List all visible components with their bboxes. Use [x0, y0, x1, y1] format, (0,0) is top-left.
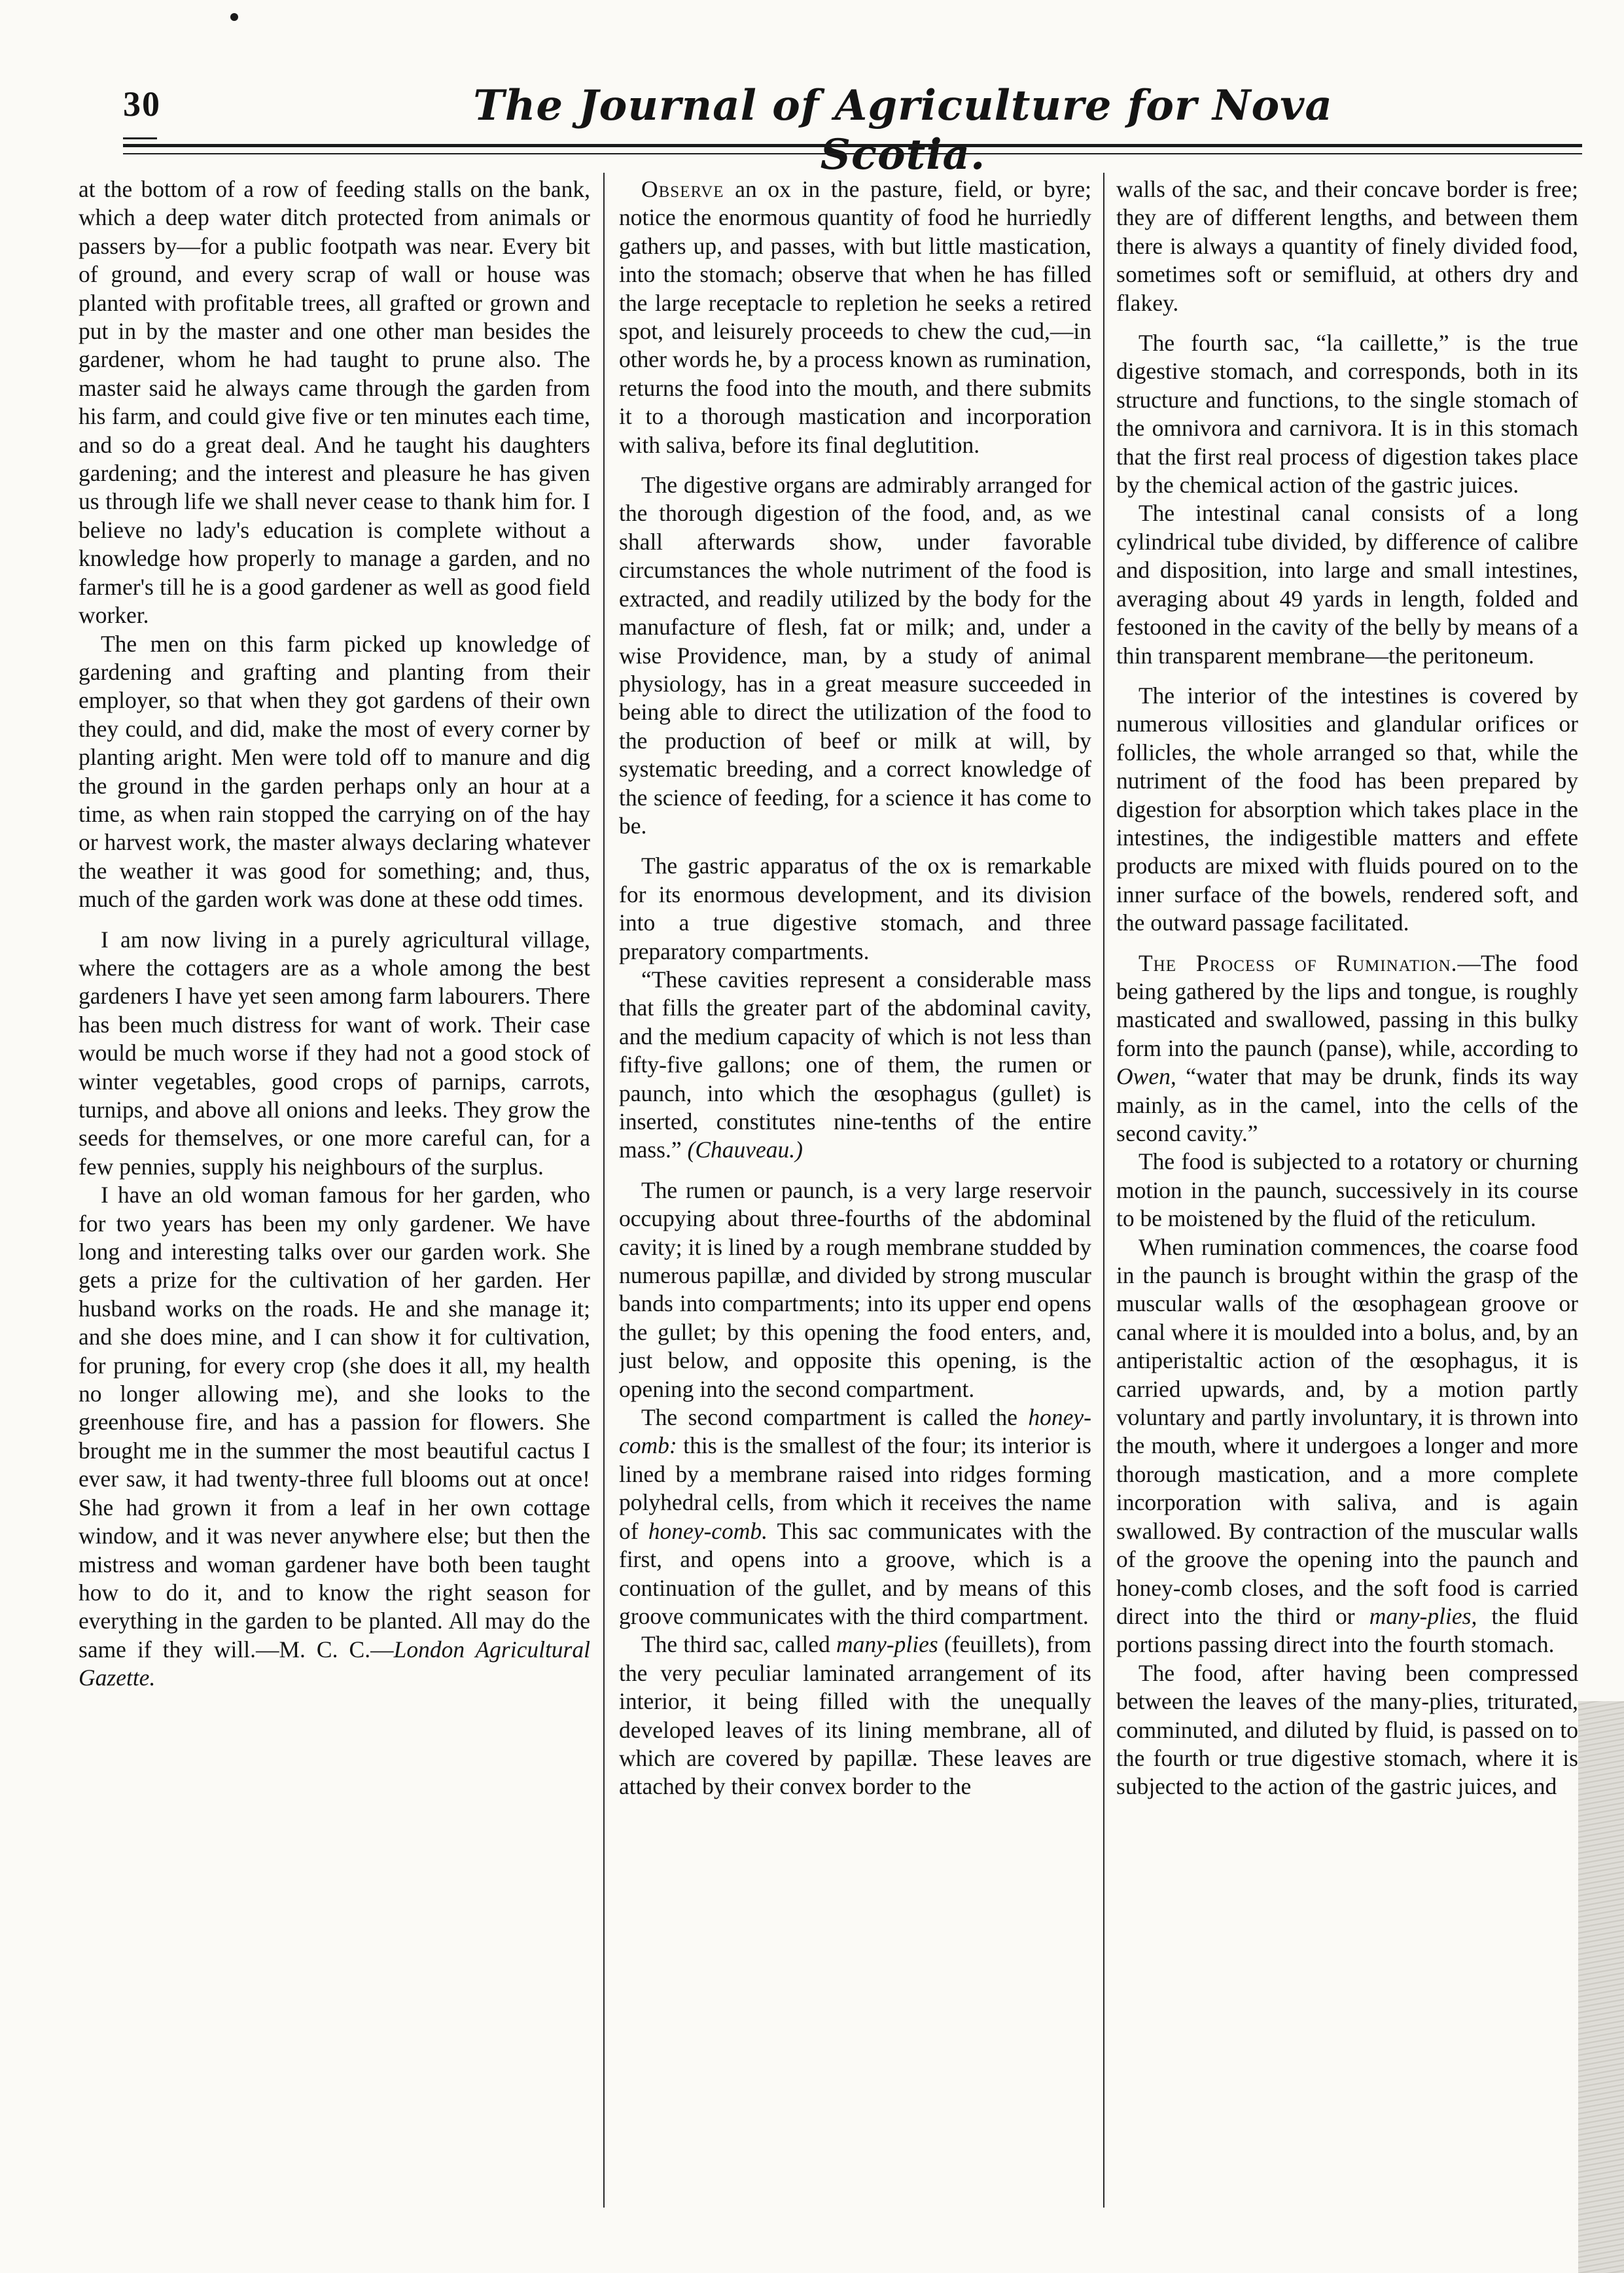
lead-word: Observe [641, 176, 724, 202]
paragraph [619, 1630, 1091, 1801]
column-3 [1116, 175, 1578, 2204]
term: honey-comb. [648, 1517, 768, 1544]
paragraph-text: (feuillets), from the very peculiar laminated arrangement of its interior, it being filled with the unequally developed leaves of its lining membrane, all of which are covered by papillæ. These leaves are attached by their convex border to the [619, 1631, 1091, 1800]
quotation [619, 966, 1091, 1165]
term: honey-comb: [619, 1404, 1091, 1459]
paragraph-text: this is the smallest of the four; its interior is lined by a membrane raised into ridges forming polyhedral cells, from which it receives the name of [619, 1432, 1091, 1544]
paragraph: The intestinal canal consists of a long cylindrical tube divided, by difference of calibre and disposition, into large and small intestines, averaging about 49 yards in length, folded and festooned in the cavity of the belly by means of a thin transparent membrane—the peritoneum. [1116, 500, 1578, 669]
paragraph: The food, after having been compressed between the leaves of the many-plies, triturated, comminuted, and diluted by fluid, is passed on to the fourth or true digestive stomach, where it is subjected to the action of the gastric juices, and [1116, 1659, 1578, 1800]
paragraph: The fourth sac, “la caillette,” is the true digestive stomach, and corresponds, both in its structure and functions, to the single stomach of the omnivora and carnivora. It is in this stomach that the first real process of digestion takes place by the chemical action of the gastric juices. [1116, 330, 1578, 499]
header-rule-thin [123, 153, 1582, 154]
source-citation: (Chauveau.) [687, 1136, 803, 1163]
paragraph-text: the fluid portions passing direct into the fourth stomach. [1116, 1602, 1578, 1658]
paragraph-text: an ox in the pasture, field, or byre; notice the enormous quantity of food he hurriedly gathers up, and passes, with but little mastication, into the stomach; observe that when he has filled the large receptacle to repletion he seeks a retired spot, and leisurely proceeds to chew the cud,—in other words he, by a process known as rumination, returns the food into the mouth, and there submits it to a thorough mastication and incorporation with saliva, before its final deglutition. [619, 176, 1091, 458]
paragraph [1116, 1233, 1578, 1659]
paragraph: The men on this farm picked up knowledge of gardening and grafting and planting from their employer, so that when they got gardens of their own they could, and did, make the most of every corner by planting aright. Men were told off to manure and dig the ground in the garden perhaps only an hour at a time, as when rain stopped the carrying on of the hay or harvest work, the master always declaring whatever the weather it was good for something; and, thus, much of the garden work was done at these odd times. [79, 630, 590, 913]
journal-title: The Journal of Agriculture for Nova Scotia. [473, 81, 1333, 179]
quotation-text: “These cavities represent a considerable mass that fills the greater part of the abdominal cavity, and the medium capacity of which is not less than fifty-five gallons; one of them, the rumen or paunch, into which the œsophagus (gullet) is inserted, constitutes nine-tenths of the entire mass.” [619, 966, 1091, 1163]
section-heading: The Process of Rumination. [1139, 949, 1458, 976]
author-name: Owen, [1116, 1063, 1176, 1090]
paragraph: The food is subjected to a rotatory or churning motion in the paunch, successively in its course to be moistened by the fluid of the reticulum. [1116, 1148, 1578, 1232]
column-1 [79, 175, 590, 2204]
page-edge-shadow [1578, 1701, 1624, 2273]
paragraph [1116, 949, 1578, 1148]
header-short-rule [123, 137, 157, 139]
column-2 [619, 175, 1091, 2204]
paragraph-text: The second compartment is called the [641, 1404, 1029, 1431]
paragraph-text: “water that may be drunk, finds its way mainly, as in the camel, into the cells of the second cavity.” [1116, 1063, 1578, 1146]
paragraph [619, 1403, 1091, 1630]
paragraph: The digestive organs are admirably arranged for the thorough digestion of the food, and, as we shall afterwards show, under favorable circumstances the whole nutriment of the food is extracted, and readily utilized by the body for the manufacture of flesh, fat or milk; and, under a wise Providence, man, by a study of animal physiology, has in a great measure succeeded in being able to direct the utilization of the food to the production of beef or milk at will, by systematic breeding, and a correct knowledge of the science of feeding, for a science it has come to be. [619, 472, 1091, 839]
paragraph: at the bottom of a row of feeding stalls on the bank, which a deep water ditch protected from animals or passers by—for a public footpath was near. Every bit of ground, and every scrap of wall or house was planted with profitable trees, all grafted or grown and put in by the master and one other man besides the gardener, whom he had taught to prune also. The master said he always came through the garden from his farm, and could give five or ten minutes each time, and so do a great deal. And he taught his daughters gardening; and the interest and pleasure he has given us through life we shall never cease to thank him for. I believe no lady's education is complete without a knowledge how properly to manage a garden, and no farmer's till he is a good gardener as well as good field worker. [79, 176, 590, 629]
paragraph-text: This sac communicates with the first, and opens into a groove, which is a continuation of the gullet, and by means of this groove communicates with the third compartment. [619, 1517, 1091, 1629]
paragraph: The interior of the intestines is covered by numerous villosities and glandular orifices or follicles, the whole arranged so that, while the nutriment of the food has been prepared by digestion for absorption which takes place in the intestines, the indigestible matters and effete products are mixed with fluids poured on to the inner surface of the bowels, rendered soft, and the outward passage facilitated. [1116, 682, 1578, 936]
paragraph [79, 1181, 590, 1692]
term: many-plies, [1369, 1602, 1477, 1629]
ink-dot [230, 13, 238, 21]
paragraph-text: I have an old woman famous for her garden, who for two years has been my only gardener. We have long and interesting talks over our garden work. She gets a prize for the cultivation of her garden. Her husband works on the roads. He and she manage it; and she does mine, and I can show it for cultivation, for pruning, for every crop (she does it all, my health no longer allowing me), and she looks to the greenhouse fire, and has a passion for flowers. She brought me in the summer the most beautiful cactus I ever saw, it had twenty-three full blooms out at once! She had grown it from a leaf in her own cottage window, and it was never anywhere else; but then the mistress and woman gardener have both been taught how to do it, and to know the right season for everything in the garden to be planted. All may do the same if they will.—M. C. C.— [79, 1182, 590, 1663]
paragraph: The gastric apparatus of the ox is remarkable for its enormous development, and its division into a true digestive stomach, and three preparatory compartments. [619, 853, 1091, 964]
source-citation: London Agricultural Gazette. [79, 1636, 590, 1691]
page-number: 30 [123, 84, 161, 124]
paragraph [619, 175, 1091, 459]
paragraph-text: —The food being gathered by the lips and tongue, is roughly masticated and swallowed, passing in this bulky form into the paunch (panse), while, according to [1116, 949, 1578, 1061]
paragraph: I am now living in a purely agricultural village, where the cottagers are as a whole among the best gardeners I have yet seen among farm labourers. There has been much distress for want of work. Their case would be much worse if they had not a good stock of winter vegetables, good crops of parnips, carrots, turnips, and above all onions and leeks. They grow the seeds for themselves, or one more careful can, for a few pennies, supply his neighbours of the surplus. [79, 926, 590, 1180]
column-divider [1103, 173, 1104, 2208]
paragraph: walls of the sac, and their concave border is free; they are of different lengths, and between them there is always a quantity of finely divided food, sometimes soft or semifluid, at others dry and flakey. [1116, 176, 1578, 316]
header-rule [123, 144, 1582, 147]
paragraph-text: When rumination commences, the coarse food in the paunch is brought within the grasp of the muscular walls of the œsophagean groove or canal where it is moulded into a bolus, and, by an antiperistaltic action of the œsophagus, it is carried upwards, and, by a motion partly voluntary and partly involuntary, it is thrown into the mouth, where it undergoes a longer and more thorough mastication, and a more complete incorporation with saliva, and is again swallowed. By contraction of the muscular walls of the groove the opening into the paunch and honey-comb closes, and the soft food is carried direct into the third or [1116, 1233, 1578, 1629]
term: many-plies [836, 1631, 938, 1658]
paragraph-text: The third sac, called [641, 1631, 836, 1658]
paragraph: The rumen or paunch, is a very large reservoir occupying about three-fourths of the abdominal cavity; it is lined by a rough membrane studded by numerous papillæ, and divided by strong muscular bands into compartments; into its upper end opens the gullet; by this opening the food enters, and, just below, and opposite this opening, is the opening into the second compartment. [619, 1176, 1091, 1402]
column-divider [603, 173, 605, 2208]
